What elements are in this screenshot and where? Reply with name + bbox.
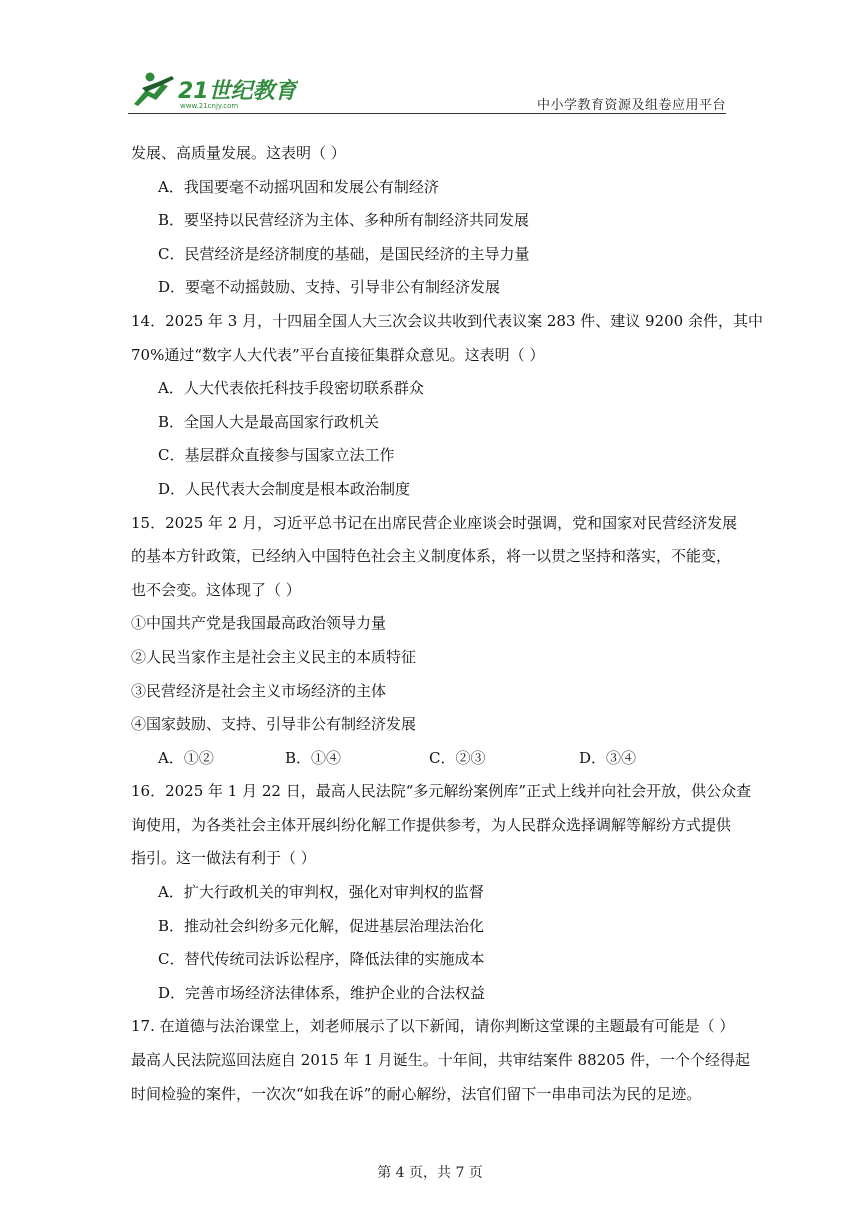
answer-option[interactable]: D．要毫不动摇鼓励、支持、引导非公有制经济发展: [158, 278, 501, 297]
question-text-line: 最高人民法院巡回法庭自 2015 年 1 月诞生。十年间，共审结案件 88205 件，一个个经得起: [131, 1051, 751, 1070]
question-text-line: 指引。这一做法有利于（ ）: [131, 849, 316, 868]
q15-option-a[interactable]: A．①②: [158, 748, 214, 767]
page-header: [128, 68, 726, 114]
question-text-line: 的基本方针政策，已经纳入中国特色社会主义制度体系，将一以贯之坚持和落实，不能变，: [131, 547, 732, 566]
question-text-line: ①中国共产党是我国最高政治领导力量: [131, 614, 387, 633]
question-text-line: 也不会变。这体现了（ ）: [131, 580, 301, 599]
svg-text:www.21cnjy.com: www.21cnjy.com: [180, 102, 239, 110]
answer-option[interactable]: A．人大代表依托科技手段密切联系群众: [158, 379, 424, 398]
page-content: [131, 137, 763, 1111]
question-text-line: 17. 在道德与法治课堂上，刘老师展示了以下新闻，请你判断这堂课的主题最有可能是（ ）: [131, 1017, 735, 1036]
question-text-line: 16．2025 年 1 月 22 日，最高人民法院“多元解纷案例库”正式上线并向社会开放，供公众查: [131, 782, 752, 801]
question-text-line: 发展、高质量发展。这表明（ ）: [131, 144, 346, 162]
platform-name: 中小学教育资源及组卷应用平台: [536, 98, 726, 113]
q15-option-b[interactable]: B．①④: [285, 748, 342, 767]
question-text-line: ③民营经济是社会主义市场经济的主体: [131, 681, 387, 700]
answer-option[interactable]: C．基层群众直接参与国家立法工作: [158, 446, 395, 465]
svg-text:21世纪教育: 21世纪教育: [178, 79, 297, 104]
answer-option[interactable]: A．扩大行政机关的审判权，强化对审判权的监督: [158, 883, 484, 902]
answer-option[interactable]: C．替代传统司法诉讼程序，降低法律的实施成本: [158, 950, 485, 969]
question-text-line: 70%通过“数字人大代表”平台直接征集群众意见。这表明（ ）: [131, 345, 545, 364]
answer-option[interactable]: D．人民代表大会制度是根本政治制度: [158, 479, 411, 498]
question-text-line: 时间检验的案件，一次次“如我在诉”的耐心解纷，法官们留下一串串司法为民的足迹。: [131, 1084, 702, 1103]
q15-options-row: [131, 742, 731, 776]
question-text-line: 15．2025 年 2 月，习近平总书记在出席民营企业座谈会时强调，党和国家对民营经济发展: [131, 513, 738, 532]
q15-option-d[interactable]: D．③④: [579, 748, 637, 767]
question-text-line: 14．2025 年 3 月，十四届全国人大三次会议共收到代表议案 283 件、建议 9200 余件，其中: [131, 311, 763, 330]
logo-runner-head-icon: [146, 73, 155, 82]
question-text-line: ④国家鼓励、支持、引导非公有制经济发展: [131, 715, 417, 734]
logo-21cnjy: [128, 70, 298, 110]
answer-option[interactable]: B．推动社会纠纷多元化解，促进基层治理法治化: [158, 916, 485, 935]
answer-option[interactable]: B．要坚持以民营经济为主体、多种所有制经济共同发展: [158, 211, 530, 230]
question-text-line: 询使用，为各类社会主体开展纠纷化解工作提供参考，为人民群众选择调解等解纷方式提供: [131, 815, 732, 834]
question-text-line: ②人民当家作主是社会主义民主的本质特征: [131, 647, 417, 666]
header-divider: [128, 113, 726, 114]
answer-option[interactable]: D．完善市场经济法律体系，维护企业的合法权益: [158, 983, 486, 1002]
answer-option[interactable]: B．全国人大是最高国家行政机关: [158, 412, 380, 431]
answer-option[interactable]: A．我国要毫不动摇巩固和发展公有制经济: [158, 177, 439, 196]
page-number: 第 4 页，共 7 页: [377, 1165, 483, 1181]
q15-option-c[interactable]: C．②③: [429, 748, 486, 767]
answer-option[interactable]: C．民营经济是经济制度的基础，是国民经济的主导力量: [158, 244, 530, 263]
